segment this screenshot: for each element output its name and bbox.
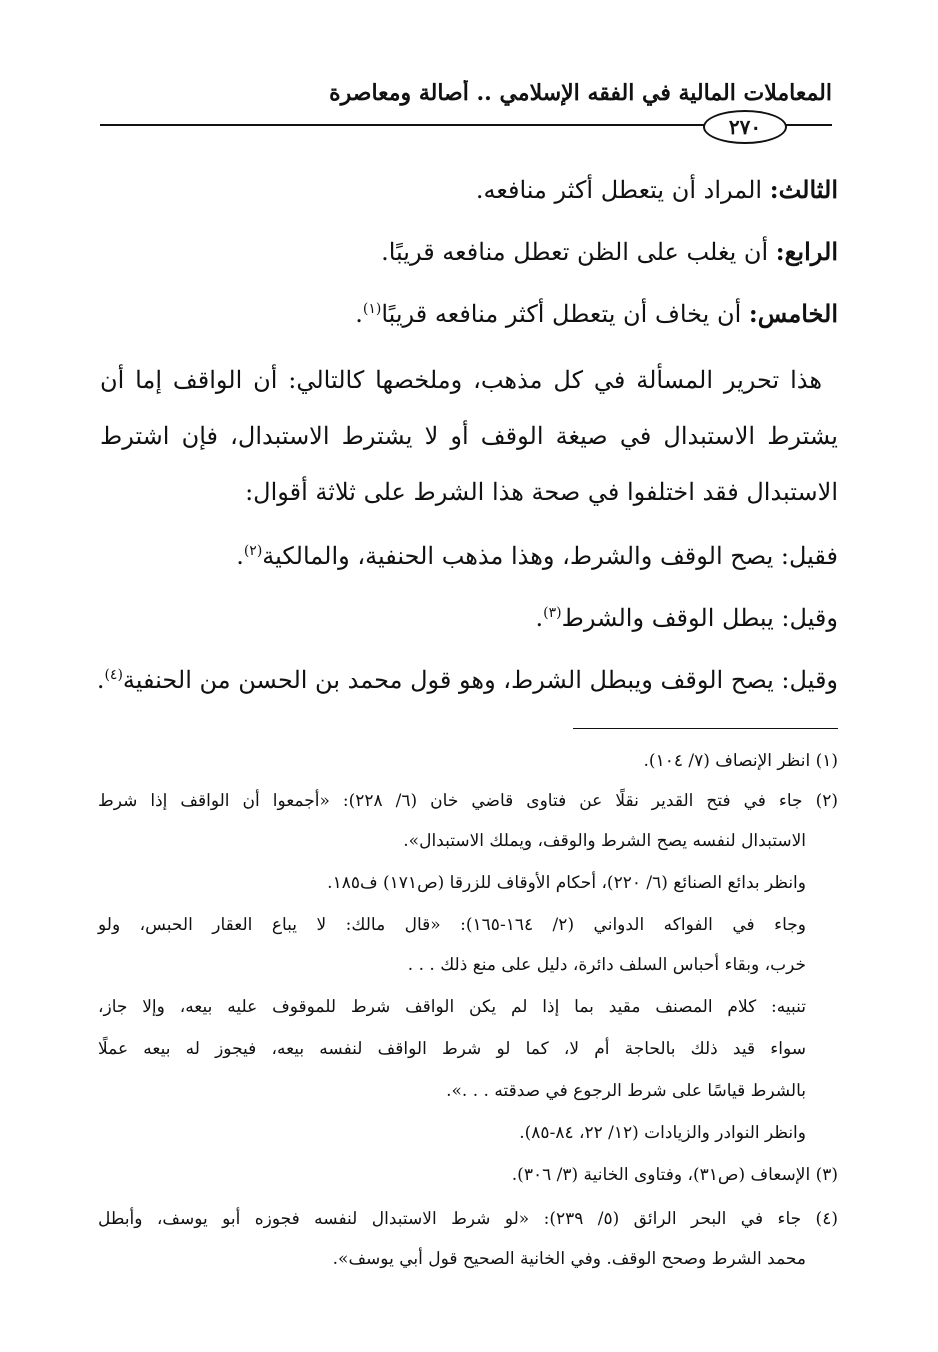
- footnote-2-line-3: وانظر بدائع الصنائع (٦/ ٢٢٠)، أحكام الأوقاف للزرقا (ص١٧١) ف١٨٥.: [327, 873, 806, 893]
- opinion-third-end: .: [96, 666, 105, 694]
- opinion-third: [98, 662, 838, 698]
- item-fifth-text: أن يخاف أن يتعطل أكثر منافعه قريبًا: [381, 300, 749, 328]
- opinion-first: [98, 538, 838, 574]
- footnote-separator: [573, 728, 838, 729]
- footnote-4-line-2: محمد الشرط وصحح الوقف. وفي الخانية الصحيح قول أبي يوسف».: [332, 1249, 806, 1269]
- item-third: [98, 172, 838, 208]
- footnote-marker-2[interactable]: (٢): [243, 543, 263, 559]
- footnote-3: (٣) الإسعاف (ص٣١)، وفتاوى الخانية (٣/ ٣٠٦).: [511, 1165, 838, 1185]
- item-third-text: المراد أن يتعطل أكثر منافعه.: [475, 176, 770, 204]
- item-fifth-end: .: [355, 300, 363, 328]
- footnote-2-line-8: بالشرط قياسًا على شرط الرجوع في صدقته . . .».: [446, 1081, 806, 1101]
- item-fourth-lead: الرابع:: [775, 237, 838, 266]
- item-fifth: [98, 296, 838, 332]
- footnote-marker-1[interactable]: (١): [362, 301, 382, 317]
- item-fifth-lead: الخامس:: [748, 299, 838, 328]
- item-fourth-text: أن يغلب على الظن تعطل منافعه قريبًا.: [381, 238, 776, 266]
- footnote-marker-3[interactable]: (٣): [543, 605, 562, 621]
- paragraph-line-2: يشترط الاستبدال في صيغة الوقف أو لا يشترط الاستبدال، فإن اشترط: [100, 422, 838, 450]
- paragraph-line-3: الاستبدال فقد اختلفوا في صحة هذا الشرط على ثلاثة أقوال:: [245, 478, 838, 506]
- opinion-first-end: .: [236, 542, 244, 570]
- footnote-4-line-1: (٤) جاء في البحر الرائق (٥/ ٢٣٩): «لو شرط الاستبدال لنفسه فجوزه أبو يوسف، وأبطل: [98, 1209, 838, 1229]
- footnote-1: (١) انظر الإنصاف (٧/ ١٠٤).: [643, 751, 838, 771]
- footnote-2-line-7: سواء قيد ذلك بالحاجة أم لا، كما لو شرط الواقف لنفسه بيعه، فيجوز له بيعه عملًا: [98, 1039, 806, 1059]
- footnote-2-line-9: وانظر النوادر والزيادات (١٢/ ٢٢، ٨٤-٨٥).: [519, 1123, 806, 1143]
- opinion-third-text: وقيل: يصح الوقف ويبطل الشرط، وهو قول محمد بن الحسن من الحنفية: [122, 666, 838, 694]
- footnote-2-line-2: الاستبدال لنفسه يصح الشرط والوقف، ويملك الاستبدال».: [403, 831, 806, 851]
- item-third-lead: الثالث:: [769, 175, 838, 204]
- footnote-2-line-1: (٢) جاء في فتح القدير نقلًا عن فتاوى قاضي خان (٦/ ٢٢٨): «أجمعوا أن الواقف إذا شرط: [98, 791, 838, 811]
- footnote-marker-4[interactable]: (٤): [104, 667, 123, 683]
- running-header-title: المعاملات المالية في الفقه الإسلامي .. أصالة ومعاصرة: [329, 80, 832, 106]
- page-number-badge: ٢٧٠: [703, 110, 787, 144]
- opinion-second-end: .: [535, 604, 544, 632]
- footnote-2-line-4: وجاء في الفواكه الدواني (٢/ ١٦٤-١٦٥): «قال مالك: لا يباع العقار الحبس، ولو: [98, 915, 807, 935]
- footnote-2-line-5: خرب، وبقاء أحباس السلف دائرة، دليل على منع ذلك . . .: [407, 955, 806, 975]
- paragraph-line-1: هذا تحرير المسألة في كل مذهب، وملخصها كالتالي: أن الواقف إما أن: [100, 366, 822, 394]
- opinion-second-text: وقيل: يبطل الوقف والشرط: [561, 604, 838, 632]
- item-fourth: [98, 234, 838, 270]
- footnote-2-line-6: تنبيه: كلام المصنف مقيد بما إذا لم يكن الواقف شرط للموقوف عليه بيعه، وإلا جاز،: [98, 997, 806, 1017]
- opinion-first-text: فقيل: يصح الوقف والشرط، وهذا مذهب الحنفية، والمالكية: [262, 542, 838, 570]
- opinion-second: [98, 600, 838, 636]
